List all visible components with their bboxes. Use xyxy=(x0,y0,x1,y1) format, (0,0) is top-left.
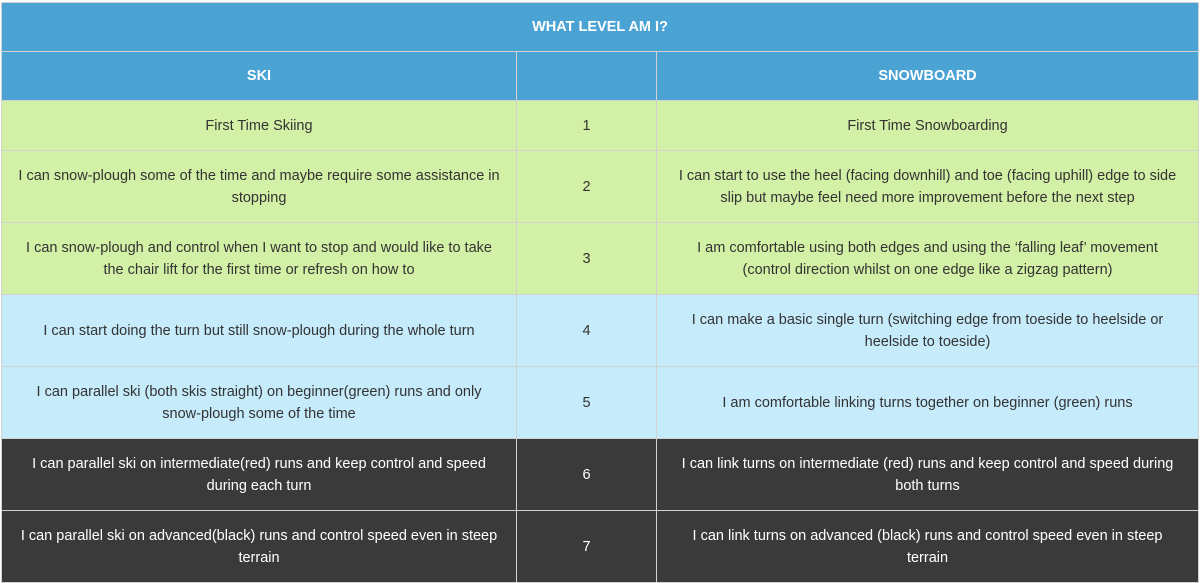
snowboard-description: First Time Snowboarding xyxy=(657,101,1199,151)
table-row xyxy=(2,439,1199,511)
snowboard-description: I am comfortable using both edges and using the ‘falling leaf’ movement (control direction whilst on one edge like a zigzag pattern) xyxy=(657,223,1199,295)
ski-description: I can snow-plough some of the time and maybe require some assistance in stopping xyxy=(2,151,517,223)
header-row xyxy=(2,52,1199,101)
level-number: 4 xyxy=(517,295,657,367)
ski-description: I can parallel ski (both skis straight) on beginner(green) runs and only snow-plough some of the time xyxy=(2,367,517,439)
level-number: 1 xyxy=(517,101,657,151)
header-level xyxy=(517,52,657,101)
level-number: 2 xyxy=(517,151,657,223)
table-row xyxy=(2,511,1199,583)
snowboard-description: I can link turns on intermediate (red) runs and keep control and speed during both turns xyxy=(657,439,1199,511)
level-number: 6 xyxy=(517,439,657,511)
snowboard-description: I can link turns on advanced (black) runs and control speed even in steep terrain xyxy=(657,511,1199,583)
header-snowboard: SNOWBOARD xyxy=(657,52,1199,101)
table-row xyxy=(2,295,1199,367)
level-number: 5 xyxy=(517,367,657,439)
ski-description: I can parallel ski on intermediate(red) runs and keep control and speed during each turn xyxy=(2,439,517,511)
table-row xyxy=(2,101,1199,151)
snowboard-description: I can start to use the heel (facing downhill) and toe (facing uphill) edge to side slip but maybe feel need more improvement before the next step xyxy=(657,151,1199,223)
title-row xyxy=(2,3,1199,52)
level-number: 3 xyxy=(517,223,657,295)
level-number: 7 xyxy=(517,511,657,583)
ski-description: I can snow-plough and control when I want to stop and would like to take the chair lift for the first time or refresh on how to xyxy=(2,223,517,295)
snowboard-description: I can make a basic single turn (switching edge from toeside to heelside or heelside to toeside) xyxy=(657,295,1199,367)
ski-description: First Time Skiing xyxy=(2,101,517,151)
header-ski: SKI xyxy=(2,52,517,101)
ski-description: I can start doing the turn but still snow-plough during the whole turn xyxy=(2,295,517,367)
snowboard-description: I am comfortable linking turns together on beginner (green) runs xyxy=(657,367,1199,439)
level-table xyxy=(1,2,1199,583)
table-row xyxy=(2,223,1199,295)
table-row xyxy=(2,367,1199,439)
ski-description: I can parallel ski on advanced(black) runs and control speed even in steep terrain xyxy=(2,511,517,583)
table-title: WHAT LEVEL AM I? xyxy=(2,3,1199,52)
table-row xyxy=(2,151,1199,223)
